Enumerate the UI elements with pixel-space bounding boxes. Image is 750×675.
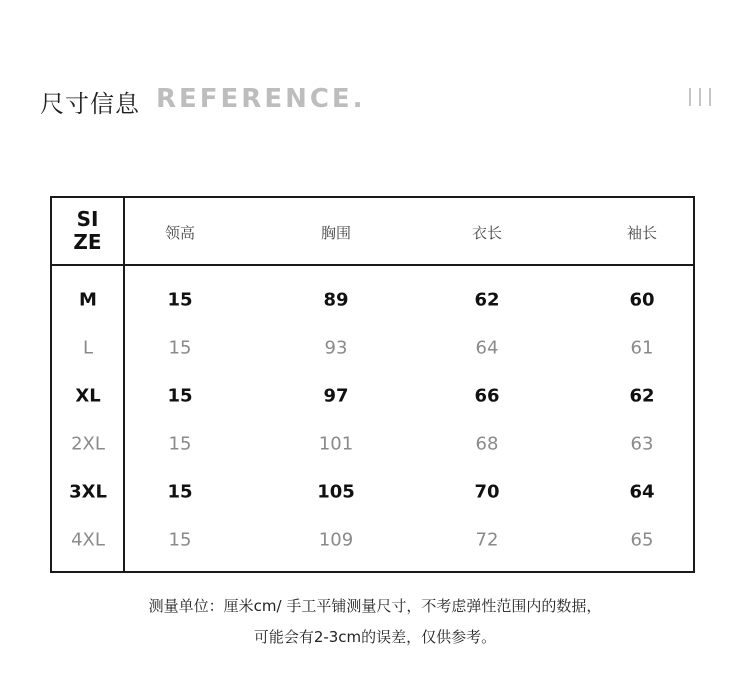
page-title-cn: 尺寸信息 (40, 90, 140, 118)
table-header-divider (52, 264, 693, 266)
size-cell: 4XL (71, 529, 105, 551)
value-cell: 15 (167, 481, 193, 503)
value-cell: 97 (323, 385, 349, 407)
value-cell: 15 (167, 289, 193, 311)
value-cell: 68 (475, 433, 499, 455)
value-cell: 105 (317, 481, 355, 503)
page-title-en: REFERENCE. (156, 84, 366, 114)
value-cell: 15 (167, 385, 193, 407)
column-header-length: 衣长 (471, 224, 502, 242)
value-cell: 64 (629, 481, 655, 503)
size-header-line2: ZE (73, 230, 102, 254)
value-cell: 60 (629, 289, 655, 311)
value-cell: 89 (323, 289, 349, 311)
value-cell: 93 (324, 337, 348, 359)
value-cell: 101 (318, 433, 354, 455)
value-cell: 70 (474, 481, 500, 503)
measurement-note-line2: 可能会有2-3cm的误差，仅供参考。 (253, 628, 497, 646)
value-cell: 63 (630, 433, 654, 455)
value-cell: 15 (168, 433, 192, 455)
size-cell: L (82, 337, 94, 359)
value-cell: 109 (318, 529, 354, 551)
column-header-sleeve: 袖长 (626, 224, 657, 242)
size-cell: XL (75, 385, 101, 407)
table-vertical-divider (123, 198, 125, 571)
size-column-header (52, 198, 123, 264)
value-cell: 65 (630, 529, 654, 551)
size-cell: M (79, 289, 97, 311)
size-cell: 3XL (69, 481, 107, 503)
value-cell: 62 (474, 289, 500, 311)
value-cell: 15 (168, 337, 192, 359)
size-table (50, 196, 695, 573)
value-cell: 66 (474, 385, 500, 407)
decorative-bars-icon (689, 88, 713, 108)
value-cell: 72 (475, 529, 499, 551)
size-cell: 2XL (71, 433, 105, 455)
value-cell: 15 (168, 529, 192, 551)
value-cell: 64 (475, 337, 499, 359)
size-header-line1: SI (76, 207, 99, 231)
value-cell: 62 (629, 385, 655, 407)
column-header-collar: 领高 (164, 224, 195, 242)
value-cell: 61 (630, 337, 654, 359)
column-header-chest: 胸围 (320, 224, 351, 242)
measurement-note-line1: 测量单位：厘米cm/ 手工平铺测量尺寸，不考虑弹性范围内的数据， (148, 597, 602, 615)
